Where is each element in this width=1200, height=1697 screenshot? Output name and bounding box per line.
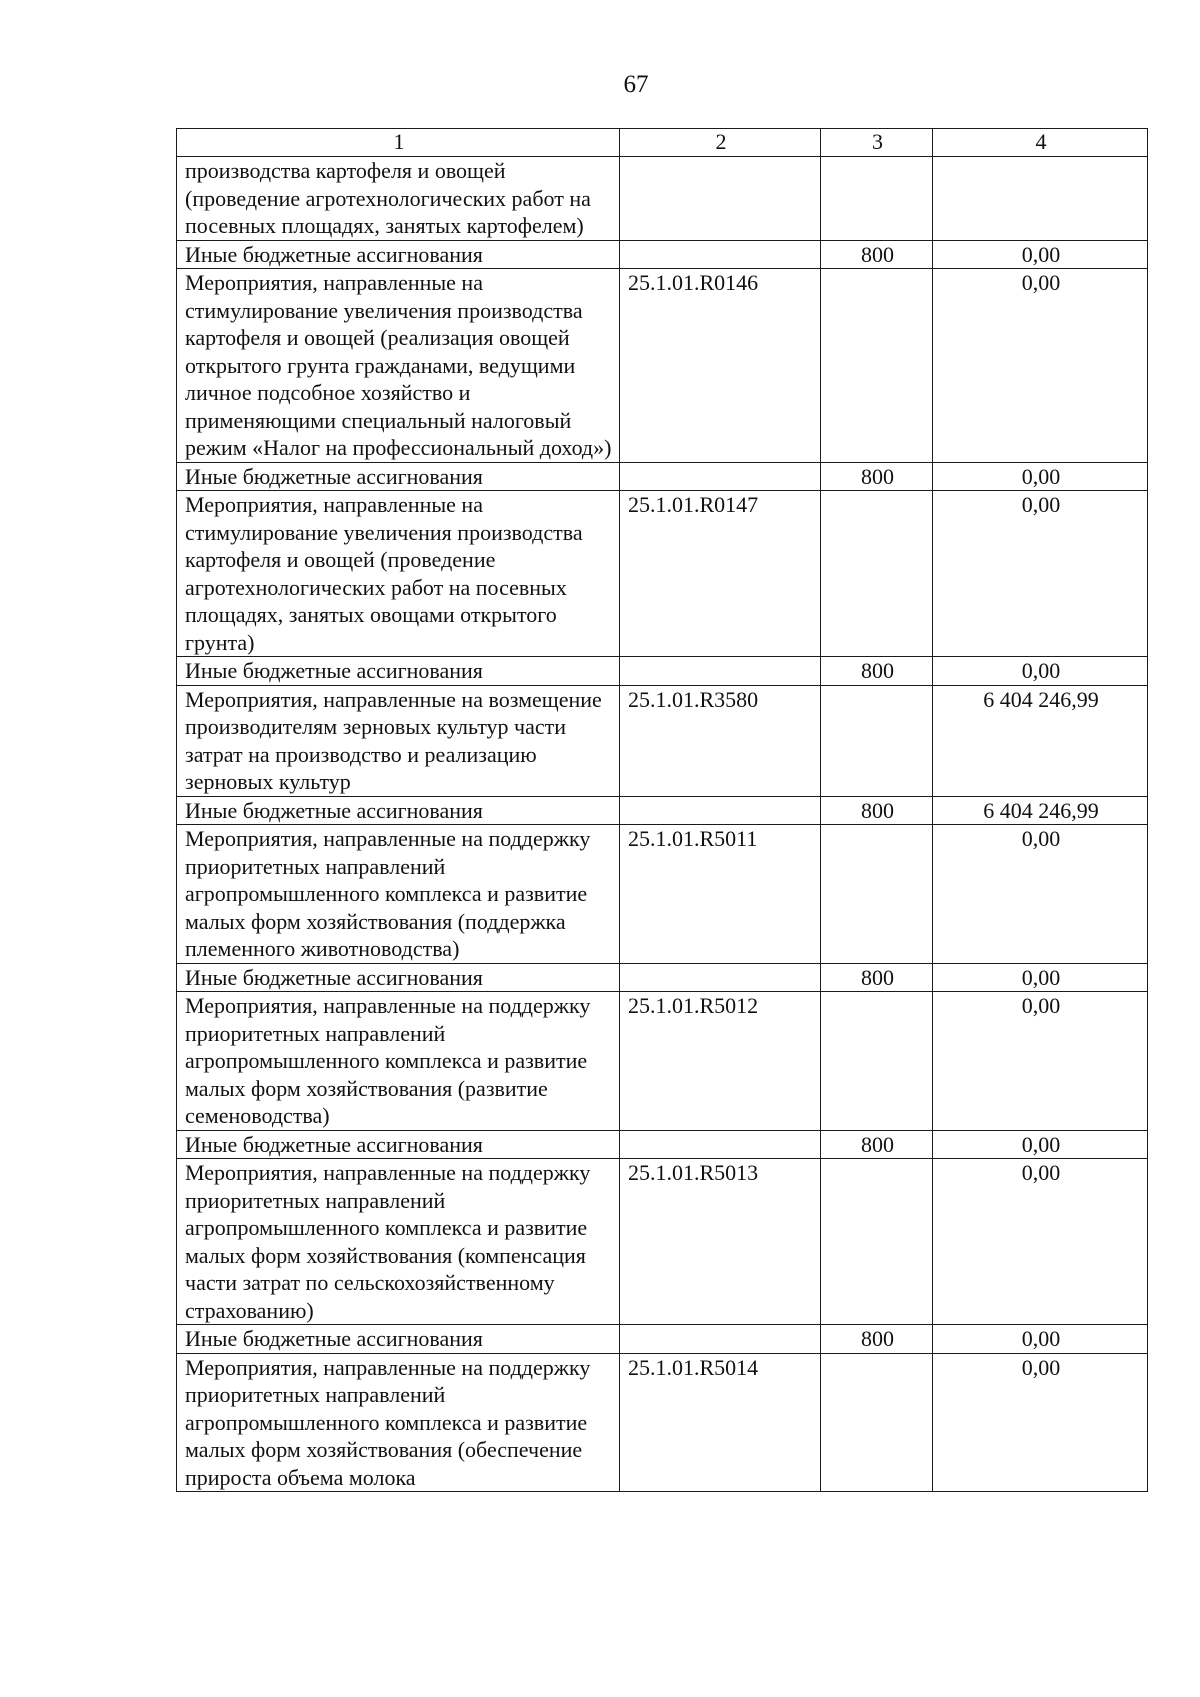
row-code-cell [620,963,821,992]
row-vr-cell [821,269,933,463]
table-header-row [177,129,1148,157]
row-amount-cell: 0,00 [933,269,1148,463]
row-amount-cell: 0,00 [933,462,1148,491]
table-row [177,240,1148,269]
row-code-cell [620,1130,821,1159]
row-vr-cell [821,1353,933,1492]
row-name-cell: Иные бюджетные ассигнования [177,963,620,992]
row-name-cell: Мероприятия, направленные на поддержку приоритетных направлений агропромышленного комплекса и развитие малых форм хозяйствования (обеспечение прироста объема молока [177,1353,620,1492]
row-amount-cell: 0,00 [933,1130,1148,1159]
row-name-cell: Иные бюджетные ассигнования [177,1130,620,1159]
row-vr-cell [821,992,933,1131]
row-code-cell [620,1325,821,1354]
row-amount-cell: 0,00 [933,963,1148,992]
table-row [177,269,1148,463]
row-code-cell: 25.1.01.R0146 [620,269,821,463]
row-name-cell: Мероприятия, направленные на поддержку приоритетных направлений агропромышленного комплекса и развитие малых форм хозяйствования (развитие семеноводства) [177,992,620,1131]
table-row [177,992,1148,1131]
row-vr-cell: 800 [821,240,933,269]
row-amount-cell [933,157,1148,241]
table-row [177,157,1148,241]
row-vr-cell: 800 [821,462,933,491]
row-amount-cell: 0,00 [933,1159,1148,1325]
column-header-1: 1 [177,129,620,157]
row-amount-cell: 0,00 [933,657,1148,686]
row-name-cell: Иные бюджетные ассигнования [177,796,620,825]
row-vr-cell [821,1159,933,1325]
table-row [177,1130,1148,1159]
row-code-cell [620,157,821,241]
row-name-cell: производства картофеля и овощей (проведение агротехнологических работ на посевных площадях, занятых картофелем) [177,157,620,241]
row-amount-cell: 0,00 [933,491,1148,657]
row-name-cell: Иные бюджетные ассигнования [177,462,620,491]
row-vr-cell: 800 [821,1130,933,1159]
column-header-2: 2 [620,129,821,157]
table-row [177,963,1148,992]
row-vr-cell [821,685,933,796]
row-code-cell [620,796,821,825]
table-row [177,1159,1148,1325]
table-row [177,462,1148,491]
row-code-cell [620,657,821,686]
table-row [177,1353,1148,1492]
budget-table [176,128,1148,1492]
row-code-cell [620,462,821,491]
row-vr-cell: 800 [821,796,933,825]
row-name-cell: Мероприятия, направленные на стимулирование увеличения производства картофеля и овощей (реализация овощей открытого грунта гражданами, ведущими личное подсобное хозяйство и применяющими специальный налоговый режим «Налог на профессиональный доход») [177,269,620,463]
row-amount-cell: 0,00 [933,1353,1148,1492]
table-row [177,796,1148,825]
row-code-cell: 25.1.01.R5011 [620,825,821,964]
row-amount-cell: 0,00 [933,1325,1148,1354]
row-amount-cell: 6 404 246,99 [933,685,1148,796]
row-name-cell: Мероприятия, направленные на возмещение производителям зерновых культур части затрат на производство и реализацию зерновых культур [177,685,620,796]
column-header-4: 4 [933,129,1148,157]
row-amount-cell: 0,00 [933,825,1148,964]
row-amount-cell: 0,00 [933,992,1148,1131]
row-name-cell: Мероприятия, направленные на поддержку приоритетных направлений агропромышленного комплекса и развитие малых форм хозяйствования (компенсация части затрат по сельскохозяйственному страхованию) [177,1159,620,1325]
row-vr-cell [821,491,933,657]
table-row [177,491,1148,657]
row-code-cell: 25.1.01.R0147 [620,491,821,657]
budget-table-body [177,129,1148,1492]
row-code-cell: 25.1.01.R3580 [620,685,821,796]
row-vr-cell: 800 [821,1325,933,1354]
row-code-cell: 25.1.01.R5012 [620,992,821,1131]
row-vr-cell: 800 [821,657,933,686]
row-vr-cell: 800 [821,963,933,992]
table-row [177,685,1148,796]
table-row [177,657,1148,686]
row-name-cell: Иные бюджетные ассигнования [177,657,620,686]
row-amount-cell: 0,00 [933,240,1148,269]
row-code-cell [620,240,821,269]
row-name-cell: Иные бюджетные ассигнования [177,1325,620,1354]
table-row [177,825,1148,964]
table-row [177,1325,1148,1354]
row-amount-cell: 6 404 246,99 [933,796,1148,825]
row-code-cell: 25.1.01.R5014 [620,1353,821,1492]
row-name-cell: Иные бюджетные ассигнования [177,240,620,269]
row-name-cell: Мероприятия, направленные на стимулирование увеличения производства картофеля и овощей (проведение агротехнологических работ на посевных площадях, занятых овощами открытого грунта) [177,491,620,657]
row-vr-cell [821,157,933,241]
page-number: 67 [623,71,649,98]
column-header-3: 3 [821,129,933,157]
row-code-cell: 25.1.01.R5013 [620,1159,821,1325]
row-name-cell: Мероприятия, направленные на поддержку приоритетных направлений агропромышленного комплекса и развитие малых форм хозяйствования (поддержка племенного животноводства) [177,825,620,964]
row-vr-cell [821,825,933,964]
